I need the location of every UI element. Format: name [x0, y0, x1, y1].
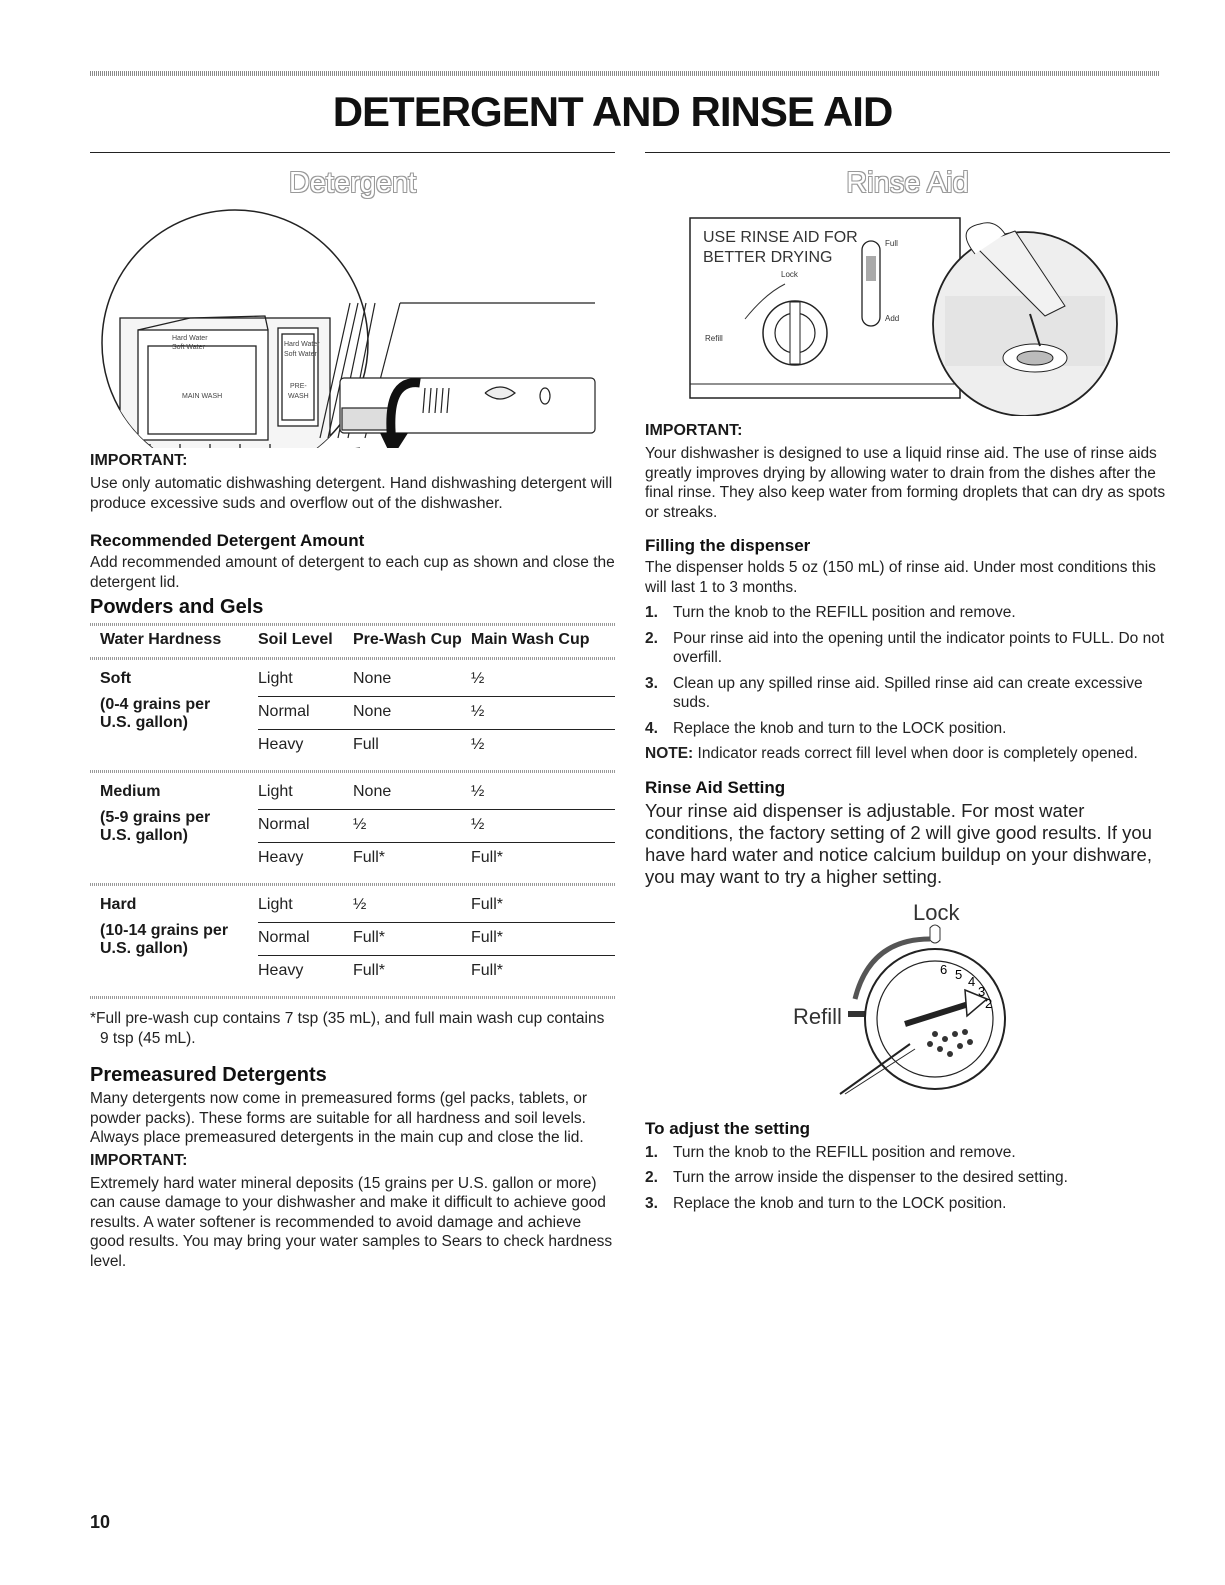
prewash-cell: Full	[353, 736, 379, 753]
soil-level-cell: Normal	[258, 697, 353, 730]
table-header-row	[90, 626, 615, 649]
hardness-name: Hard	[100, 896, 137, 913]
step-number: 1.	[645, 1143, 658, 1161]
prewash-cell: ½	[353, 810, 471, 843]
rinse-aid-dispenser-figure	[645, 206, 1170, 416]
adjust-step-text: Turn the arrow inside the dispenser to the desired setting.	[673, 1169, 1068, 1186]
hardness-detail: (0-4 grains per U.S. gallon)	[100, 696, 211, 731]
soil-level-cell: Light	[258, 890, 353, 923]
table-row	[90, 777, 615, 810]
header-soil-level: Soil Level	[258, 631, 333, 648]
premeasured-important-label: IMPORTANT:	[90, 1151, 188, 1169]
detergent-amount-table	[90, 626, 615, 1003]
soil-level-cell: Normal	[258, 810, 353, 843]
detergent-important-text: Use only automatic dishwashing detergent. Hand dishwashing detergent will produce excessive suds and overflow out of the dishwasher.	[90, 475, 613, 512]
table-group-separator	[90, 875, 615, 890]
table-footnote: *Full pre-wash cup contains 7 tsp (35 mL), and full main wash cup contains 9 tsp (45 mL).	[90, 1010, 605, 1047]
header-water-hardness: Water Hardness	[100, 631, 222, 648]
fig-label-main-wash: MAIN WASH	[182, 393, 223, 400]
knob-refill-label: Refill	[793, 1003, 842, 1029]
mainwash-cell: ½	[471, 697, 615, 730]
page-number: 10	[90, 1512, 111, 1532]
hardness-cell	[90, 890, 258, 988]
table-body	[90, 649, 615, 1003]
rinse-aid-section-title: Rinse Aid	[846, 167, 969, 199]
panel-refill-label: Refill	[705, 334, 723, 343]
adjust-heading: To adjust the setting	[645, 1118, 810, 1138]
table-dotted-rule	[90, 657, 615, 660]
table-dotted-rule	[90, 770, 615, 773]
note-label: NOTE:	[645, 745, 694, 762]
adjust-step	[645, 1194, 1170, 1214]
adjust-steps-list	[645, 1143, 1170, 1214]
fig-label-pre: PRE-	[290, 383, 307, 390]
table-dotted-rule	[90, 996, 615, 999]
prewash-cell: None	[353, 664, 471, 697]
premeasured-text: Many detergents now come in premeasured forms (gel packs, tablets, or powder packs). These forms are suitable for all hardness and soil levels. Always place premeasured detergents in the main cup and close the lid.	[90, 1090, 588, 1146]
header-mainwash-cup: Main Wash Cup	[471, 631, 590, 648]
setting-text: Your rinse aid dispenser is adjustable. For most water conditions, the factory setting of 2 will give good results. If you have hard water and notice calcium buildup on your dishware, you may want to try a higher setting.	[645, 799, 1152, 887]
hardness-cell	[90, 777, 258, 875]
mainwash-cell: Full*	[471, 962, 504, 979]
rinse-important-text: Your dishwasher is designed to use a liquid rinse aid. The use of rinse aids greatly improves drying by allowing water to drain from the dishes after the final rinse. They also keep water from forming droplets that can dry as spots or streaks.	[645, 445, 1166, 521]
premeasured-important-text: Extremely hard water mineral deposits (15 grains per U.S. gallon or more) can cause damage to your dishwasher and make it difficult to achieve good results. A water softener is recommended to avoid damage and achieve good results. You may bring your water samples to Sears to check hardness level.	[90, 1174, 613, 1270]
rinse-important-label: IMPORTANT:	[645, 422, 743, 439]
prewash-cell: None	[353, 777, 471, 810]
fig-label-wash: WASH	[288, 393, 309, 400]
rinse-aid-column	[645, 152, 1170, 1219]
fig-label-hard-water-1: Hard Water	[172, 335, 208, 342]
hardness-detail: (10-14 grains per U.S. gallon)	[100, 922, 229, 957]
step-number: 2.	[645, 629, 658, 647]
powders-heading: Powders and Gels	[90, 596, 264, 618]
mainwash-cell: Full*	[471, 849, 504, 866]
dial-number-6: 6	[940, 961, 948, 977]
filling-heading: Filling the dispenser	[645, 536, 811, 555]
adjust-step	[645, 1168, 1170, 1188]
fig-label-hard-water-2: Hard Water	[284, 341, 320, 348]
soil-level-cell: Light	[258, 664, 353, 697]
detergent-dispenser-figure	[90, 208, 615, 448]
step-number: 3.	[645, 674, 658, 692]
top-rule	[90, 71, 1160, 76]
adjust-step-text: Replace the knob and turn to the LOCK position.	[673, 1194, 1007, 1212]
filling-step-text: Clean up any spilled rinse aid. Spilled rinse aid can create excessive suds.	[673, 674, 1143, 711]
step-number: 1.	[645, 604, 658, 621]
mainwash-cell: ½	[471, 736, 485, 753]
prewash-cell: Full*	[353, 923, 471, 956]
soil-level-cell: Heavy	[258, 962, 304, 979]
prewash-cell: Full*	[353, 962, 386, 979]
filling-step	[645, 603, 1170, 623]
table-row	[90, 890, 615, 923]
mainwash-cell: ½	[471, 664, 615, 697]
recommended-heading: Recommended Detergent Amount	[90, 531, 365, 550]
hardness-name: Medium	[100, 783, 161, 800]
table-dotted-rule	[90, 883, 615, 886]
mainwash-cell: Full*	[471, 890, 615, 923]
table-row	[90, 664, 615, 697]
detergent-important-label: IMPORTANT:	[90, 452, 188, 469]
prewash-cell: None	[353, 697, 471, 730]
filling-step-text: Pour rinse aid into the opening until the indicator points to FULL. Do not overfill.	[673, 629, 1165, 666]
hardness-cell	[90, 664, 258, 762]
page-title: DETERGENT AND RINSE AID	[332, 88, 893, 135]
detergent-column	[90, 152, 615, 1271]
adjust-step-text: Turn the knob to the REFILL position and remove.	[673, 1143, 1016, 1161]
prewash-cell: ½	[353, 890, 471, 923]
filling-step	[645, 719, 1170, 739]
soil-level-cell: Normal	[258, 923, 353, 956]
hardness-name: Soft	[100, 670, 132, 687]
detergent-section-title: Detergent	[288, 167, 417, 199]
panel-full-label: Full	[885, 239, 898, 248]
soil-level-cell: Light	[258, 777, 353, 810]
dial-number-2: 2	[985, 995, 993, 1011]
dial-number-3: 3	[978, 983, 986, 999]
filling-steps-list	[645, 603, 1170, 738]
filling-text: The dispenser holds 5 oz (150 mL) of rinse aid. Under most conditions this will last 1 to 3 months.	[645, 559, 1156, 596]
panel-text-line1: USE RINSE AID FOR	[703, 229, 858, 246]
table-group-separator	[90, 649, 615, 664]
mainwash-cell: ½	[471, 777, 615, 810]
soil-level-cell: Heavy	[258, 849, 304, 866]
setting-heading: Rinse Aid Setting	[645, 777, 786, 797]
filling-step	[645, 629, 1170, 668]
recommended-text: Add recommended amount of detergent to each cup as shown and close the detergent lid.	[90, 554, 615, 591]
panel-lock-label: Lock	[781, 270, 798, 279]
step-number: 3.	[645, 1194, 658, 1212]
panel-text-line2: BETTER DRYING	[703, 249, 833, 266]
rinse-aid-rule	[645, 152, 1170, 153]
fig-label-soft-water-2: Soft Water	[284, 351, 317, 358]
mainwash-cell: ½	[471, 810, 615, 843]
fig-label-soft-water-1: Soft Water	[172, 344, 205, 351]
note-paragraph	[645, 744, 1170, 764]
table-group-separator	[90, 988, 615, 1003]
panel-add-label: Add	[885, 314, 900, 323]
header-prewash-cup: Pre-Wash Cup	[353, 631, 462, 648]
filling-step	[645, 674, 1170, 713]
note-text: Indicator reads correct fill level when door is completely opened.	[697, 745, 1138, 762]
detergent-rule	[90, 152, 615, 153]
premeasured-heading: Premeasured Detergents	[90, 1064, 327, 1086]
step-number: 2.	[645, 1169, 658, 1186]
prewash-cell: Full*	[353, 849, 386, 866]
dial-number-5: 5	[955, 966, 963, 982]
filling-step-text: Turn the knob to the REFILL position and remove.	[673, 604, 1016, 621]
step-number: 4.	[645, 719, 658, 737]
soil-level-cell: Heavy	[258, 736, 304, 753]
dial-number-4: 4	[968, 973, 976, 989]
filling-step-text: Replace the knob and turn to the LOCK position.	[673, 719, 1007, 737]
hardness-detail: (5-9 grains per U.S. gallon)	[100, 809, 211, 844]
rinse-aid-knob-figure	[645, 894, 1170, 1119]
adjust-step	[645, 1143, 1170, 1163]
knob-lock-label: Lock	[913, 899, 960, 925]
mainwash-cell: Full*	[471, 923, 615, 956]
table-group-separator	[90, 762, 615, 777]
